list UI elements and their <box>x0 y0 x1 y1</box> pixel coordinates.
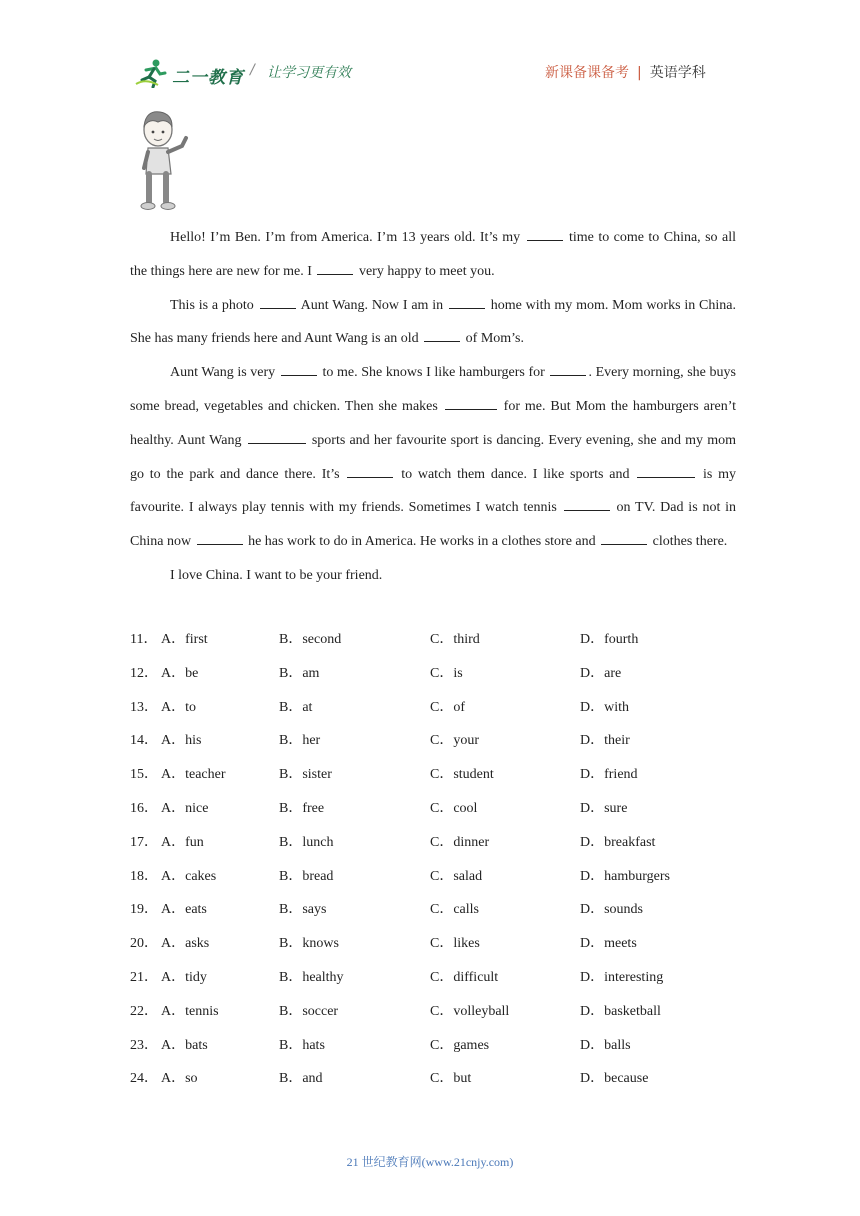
passage-text: to me. She knows I like hamburgers for <box>322 365 545 381</box>
option-b[interactable]: B．am <box>279 665 320 681</box>
option-c[interactable]: C．likes <box>430 936 480 952</box>
page-header <box>0 0 860 100</box>
option-d[interactable]: D．because <box>580 1071 649 1087</box>
option-a[interactable]: A．first <box>161 632 208 647</box>
passage-text: clothes there. <box>652 534 728 550</box>
blank-11 <box>527 226 563 241</box>
passage-paragraph-2 <box>130 289 736 357</box>
option-a[interactable]: A．bats <box>161 1037 208 1053</box>
question-row <box>130 724 770 758</box>
reading-passage <box>130 221 736 593</box>
option-a[interactable]: A．tidy <box>161 969 207 985</box>
option-d[interactable]: D．fourth <box>580 632 639 647</box>
passage-text: home with my mom. Mom works in China. She has many friends here and Aunt Wang is an old <box>130 297 736 347</box>
passage-text: of Mom’s. <box>465 331 525 347</box>
blank-18 <box>445 395 497 410</box>
blank-24 <box>601 530 647 545</box>
option-a[interactable]: A．tennis <box>161 1003 219 1019</box>
option-a[interactable]: A．his <box>161 733 202 749</box>
passage-text: Aunt Wang is very <box>170 365 276 381</box>
option-c[interactable]: C．difficult <box>430 969 499 985</box>
blank-13 <box>260 294 296 309</box>
option-b[interactable]: B．soccer <box>279 1003 339 1019</box>
option-d[interactable]: D．balls <box>580 1037 631 1053</box>
passage-text: to watch them dance. I like sports and <box>401 466 630 482</box>
question-number: 18． <box>130 868 158 884</box>
question-number: 23． <box>130 1037 158 1053</box>
option-a[interactable]: A．eats <box>161 902 207 918</box>
question-row <box>130 691 770 725</box>
option-d[interactable]: D．with <box>580 699 629 715</box>
question-row <box>130 927 770 961</box>
blank-19 <box>248 429 306 444</box>
option-c[interactable]: C．salad <box>430 868 483 884</box>
passage-text: . Every morning, she buys some bread, vegetables and chicken. Then she makes <box>130 365 736 414</box>
option-b[interactable]: B．at <box>279 699 313 715</box>
option-d[interactable]: D．friend <box>580 767 638 783</box>
question-number: 21． <box>130 969 158 985</box>
blank-17 <box>550 361 586 376</box>
passage-text: time to come to China, so all the things here are new for me. I <box>130 230 736 279</box>
option-a[interactable]: A．fun <box>161 834 204 850</box>
option-c[interactable]: C．third <box>430 632 480 647</box>
blank-21 <box>637 463 695 478</box>
option-a[interactable]: A．cakes <box>161 868 217 884</box>
option-c[interactable]: C．calls <box>430 902 479 918</box>
option-c[interactable]: C．is <box>430 665 463 681</box>
question-row <box>130 961 770 995</box>
blank-20 <box>347 463 393 478</box>
question-number: 19． <box>130 902 158 918</box>
option-c[interactable]: C．games <box>430 1037 490 1053</box>
passage-text: This is a photo <box>170 297 254 313</box>
option-d[interactable]: D．breakfast <box>580 834 656 850</box>
question-row <box>130 623 770 657</box>
question-row <box>130 995 770 1029</box>
option-d[interactable]: D．sure <box>580 800 628 816</box>
option-b[interactable]: B．lunch <box>279 834 334 850</box>
header-right <box>545 62 706 82</box>
option-c[interactable]: C．your <box>430 733 479 749</box>
header-slogan: 让学习更有效 <box>267 65 351 81</box>
option-b[interactable]: B．and <box>279 1071 323 1087</box>
option-d[interactable]: D．basketball <box>580 1003 661 1019</box>
passage-text: Aunt Wang. Now I am in <box>300 297 444 313</box>
question-number: 24． <box>130 1071 158 1087</box>
question-number: 11． <box>130 632 158 647</box>
question-row <box>130 826 770 860</box>
option-c[interactable]: C．of <box>430 699 465 715</box>
option-b[interactable]: B．says <box>279 902 327 918</box>
blank-14 <box>449 294 485 309</box>
question-row <box>130 657 770 691</box>
blank-22 <box>564 496 610 511</box>
option-a[interactable]: A．nice <box>161 800 209 816</box>
question-number: 17． <box>130 834 158 850</box>
blank-16 <box>281 361 317 376</box>
page-footer: 21 世纪教育网(www.21cnjy.com) <box>346 1155 514 1169</box>
passage-text: sports and her favourite sport is dancing. Every evening, she and my mom go to the park and dance there. It’s <box>130 432 737 482</box>
option-b[interactable]: B．knows <box>279 936 339 952</box>
option-a[interactable]: A．so <box>161 1071 198 1087</box>
blank-12 <box>317 260 353 275</box>
option-a[interactable]: A．teacher <box>161 767 226 783</box>
runner-logo-icon <box>134 58 168 88</box>
passage-paragraph-1 <box>130 221 736 289</box>
passage-paragraph-3 <box>130 356 736 559</box>
passage-text: on TV. Dad is not in China now <box>130 500 737 550</box>
blank-15 <box>424 327 460 342</box>
option-a[interactable]: A．to <box>161 699 196 715</box>
question-number: 12． <box>130 665 158 681</box>
option-b[interactable]: B．second <box>279 632 342 647</box>
option-d[interactable]: D．their <box>580 733 630 749</box>
option-b[interactable]: B．healthy <box>279 969 344 985</box>
header-subject-label: 英语学科 <box>649 65 706 81</box>
option-c[interactable]: C．cool <box>430 800 478 816</box>
option-d[interactable]: D．meets <box>580 936 637 952</box>
option-a[interactable]: A．be <box>161 665 199 681</box>
question-number: 14． <box>130 733 158 749</box>
logo-text: 二一教育 <box>172 68 244 88</box>
passage-paragraph-4: I love China. I want to be your friend. <box>170 567 383 583</box>
header-separator: | <box>637 65 642 81</box>
option-b[interactable]: B．free <box>279 800 325 816</box>
question-list <box>130 623 770 1096</box>
passage-text: for me. But Mom the hamburgers aren’t healthy. Aunt Wang <box>130 398 736 448</box>
header-course-label: 新课备课备考 <box>545 65 629 81</box>
boy-illustration <box>138 108 196 212</box>
question-number: 13． <box>130 699 158 715</box>
question-row <box>130 860 770 894</box>
question-number: 15． <box>130 767 158 783</box>
option-c[interactable]: C．dinner <box>430 834 490 850</box>
header-slash: / <box>250 62 255 78</box>
question-row <box>130 1062 770 1096</box>
blank-23 <box>197 530 243 545</box>
question-number: 20． <box>130 936 158 952</box>
option-c[interactable]: C．volleyball <box>430 1003 510 1019</box>
option-b[interactable]: B．sister <box>279 767 332 783</box>
option-c[interactable]: C．but <box>430 1071 472 1087</box>
option-a[interactable]: A．asks <box>161 936 210 952</box>
option-b[interactable]: B．bread <box>279 868 334 884</box>
option-d[interactable]: D．hamburgers <box>580 868 670 884</box>
option-c[interactable]: C．student <box>430 767 494 783</box>
option-d[interactable]: D．interesting <box>580 969 664 985</box>
option-d[interactable]: D．sounds <box>580 902 644 918</box>
passage-text: very happy to meet you. <box>358 263 495 279</box>
question-number: 16． <box>130 800 158 816</box>
question-row <box>130 792 770 826</box>
passage-text: he has work to do in America. He works in a clothes store and <box>248 534 596 550</box>
option-b[interactable]: B．her <box>279 733 321 749</box>
option-d[interactable]: D．are <box>580 665 622 681</box>
question-number: 22． <box>130 1003 158 1019</box>
question-row <box>130 893 770 927</box>
question-row <box>130 758 770 792</box>
passage-text: is my favourite. I always play tennis with my friends. Sometimes I watch tennis <box>130 466 737 516</box>
passage-text: Hello! I’m Ben. I’m from America. I’m 13 years old. It’s my <box>170 230 521 245</box>
option-b[interactable]: B．hats <box>279 1037 325 1053</box>
question-row <box>130 1029 770 1063</box>
